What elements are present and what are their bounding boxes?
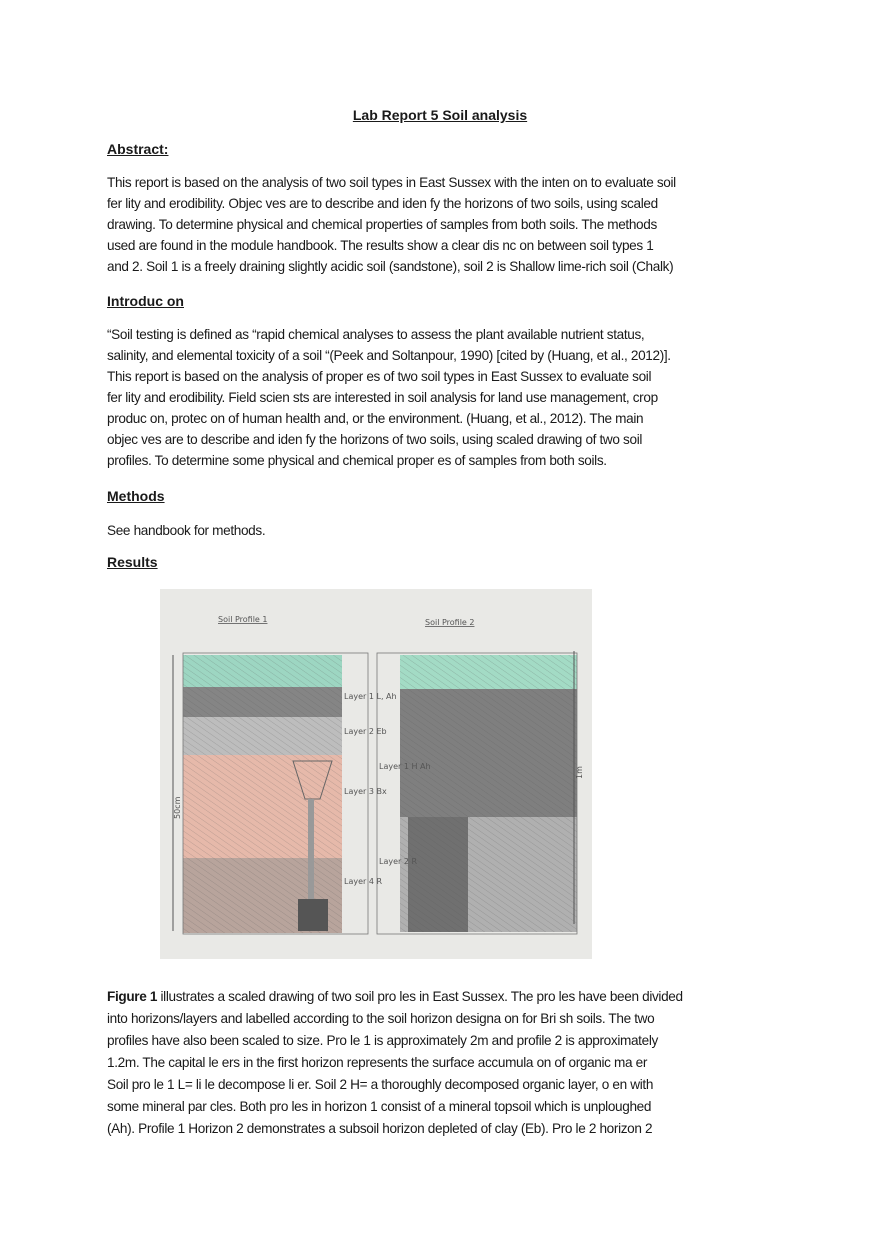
layer-label: Layer 4 R (344, 877, 383, 886)
results-heading: Results (107, 554, 158, 570)
layer-label: Layer 2 R (379, 857, 418, 866)
layer-label: Layer 1 H Ah (379, 762, 431, 771)
text-line: produc on, protec on of human health and, or the environment. (Huang, et al., 2012). The main (107, 411, 644, 426)
page-title: Lab Report 5 Soil analysis (352, 107, 528, 123)
introduction-heading: Introduc on (107, 293, 184, 309)
text-line: salinity, and elemental toxicity of a soil “(Peek and Soltanpour, 1990) [cited by (Huang, et al., 2012)]. (107, 348, 671, 363)
profile-2-scale: 1m (575, 766, 584, 779)
soil-profile-drawing (160, 589, 592, 959)
text-line: drawing. To determine physical and chemical properties of samples from both soils. The methods (107, 217, 657, 232)
text-line: fer lity and erodibility. Field scien sts are interested in soil analysis for land use management, crop (107, 390, 658, 405)
abstract-paragraph (107, 172, 787, 277)
text-line: profiles. To determine some physical and chemical proper es of samples from both soils. (107, 453, 607, 468)
text-line: used are found in the module handbook. The results show a clear dis nc on between soil types 1 (107, 238, 654, 253)
methods-paragraph (107, 520, 787, 541)
profile-2 (377, 651, 584, 934)
methods-heading: Methods (107, 488, 165, 504)
text-line: fer lity and erodibility. Objec ves are to describe and iden fy the horizons of two soils, using scaled (107, 196, 658, 211)
text-line: into horizons/layers and labelled according to the soil horizon designa on for Bri sh soils. The two (107, 1011, 655, 1026)
figure-caption-paragraph (107, 986, 787, 1140)
profile-2-title: Soil Profile 2 (425, 618, 475, 627)
profile-1-title: Soil Profile 1 (218, 615, 268, 624)
text-line: “Soil testing is defined as “rapid chemical analyses to assess the plant available nutrient status, (107, 327, 645, 342)
text-line: some mineral par cles. Both pro les in horizon 1 consist of a mineral topsoil which is unploughed (107, 1099, 652, 1114)
text-line: and 2. Soil 1 is a freely draining slightly acidic soil (sandstone), soil 2 is Shallow lime-rich soil (Chalk) (107, 259, 674, 274)
introduction-paragraph (107, 324, 787, 471)
text-span: illustrates a scaled drawing of two soil pro les in East Sussex. The pro les have been divided (157, 989, 683, 1004)
abstract-heading: Abstract: (107, 141, 169, 157)
layer-label: Layer 2 Eb (344, 727, 387, 736)
layer-label: Layer 3 Bx (344, 787, 387, 796)
text-line (107, 986, 787, 1008)
text-line: This report is based on the analysis of proper es of two soil types in East Sussex to evaluate soil (107, 369, 652, 384)
text-line: See handbook for methods. (107, 523, 266, 538)
figure-label: Figure 1 (107, 989, 158, 1004)
text-line: Soil pro le 1 L= li le decompose li er. Soil 2 H= a thoroughly decomposed organic layer, o en with (107, 1077, 654, 1092)
text-line: profiles have also been scaled to size. Pro le 1 is approximately 2m and profile 2 is approximately (107, 1033, 658, 1048)
profile-1-scale: 50cm (173, 796, 182, 819)
text-line: (Ah). Profile 1 Horizon 2 demonstrates a subsoil horizon depleted of clay (Eb). Pro le 2 horizon 2 (107, 1121, 653, 1136)
text-line: 1.2m. The capital le ers in the first horizon represents the surface accumula on of organic ma er (107, 1055, 648, 1070)
layer-label: Layer 1 L, Ah (344, 692, 397, 701)
text-line: This report is based on the analysis of two soil types in East Sussex with the inten on to evaluate soil (107, 175, 676, 190)
text-line: objec ves are to describe and iden fy the horizons of two soils, using scaled drawing of two soil (107, 432, 643, 447)
